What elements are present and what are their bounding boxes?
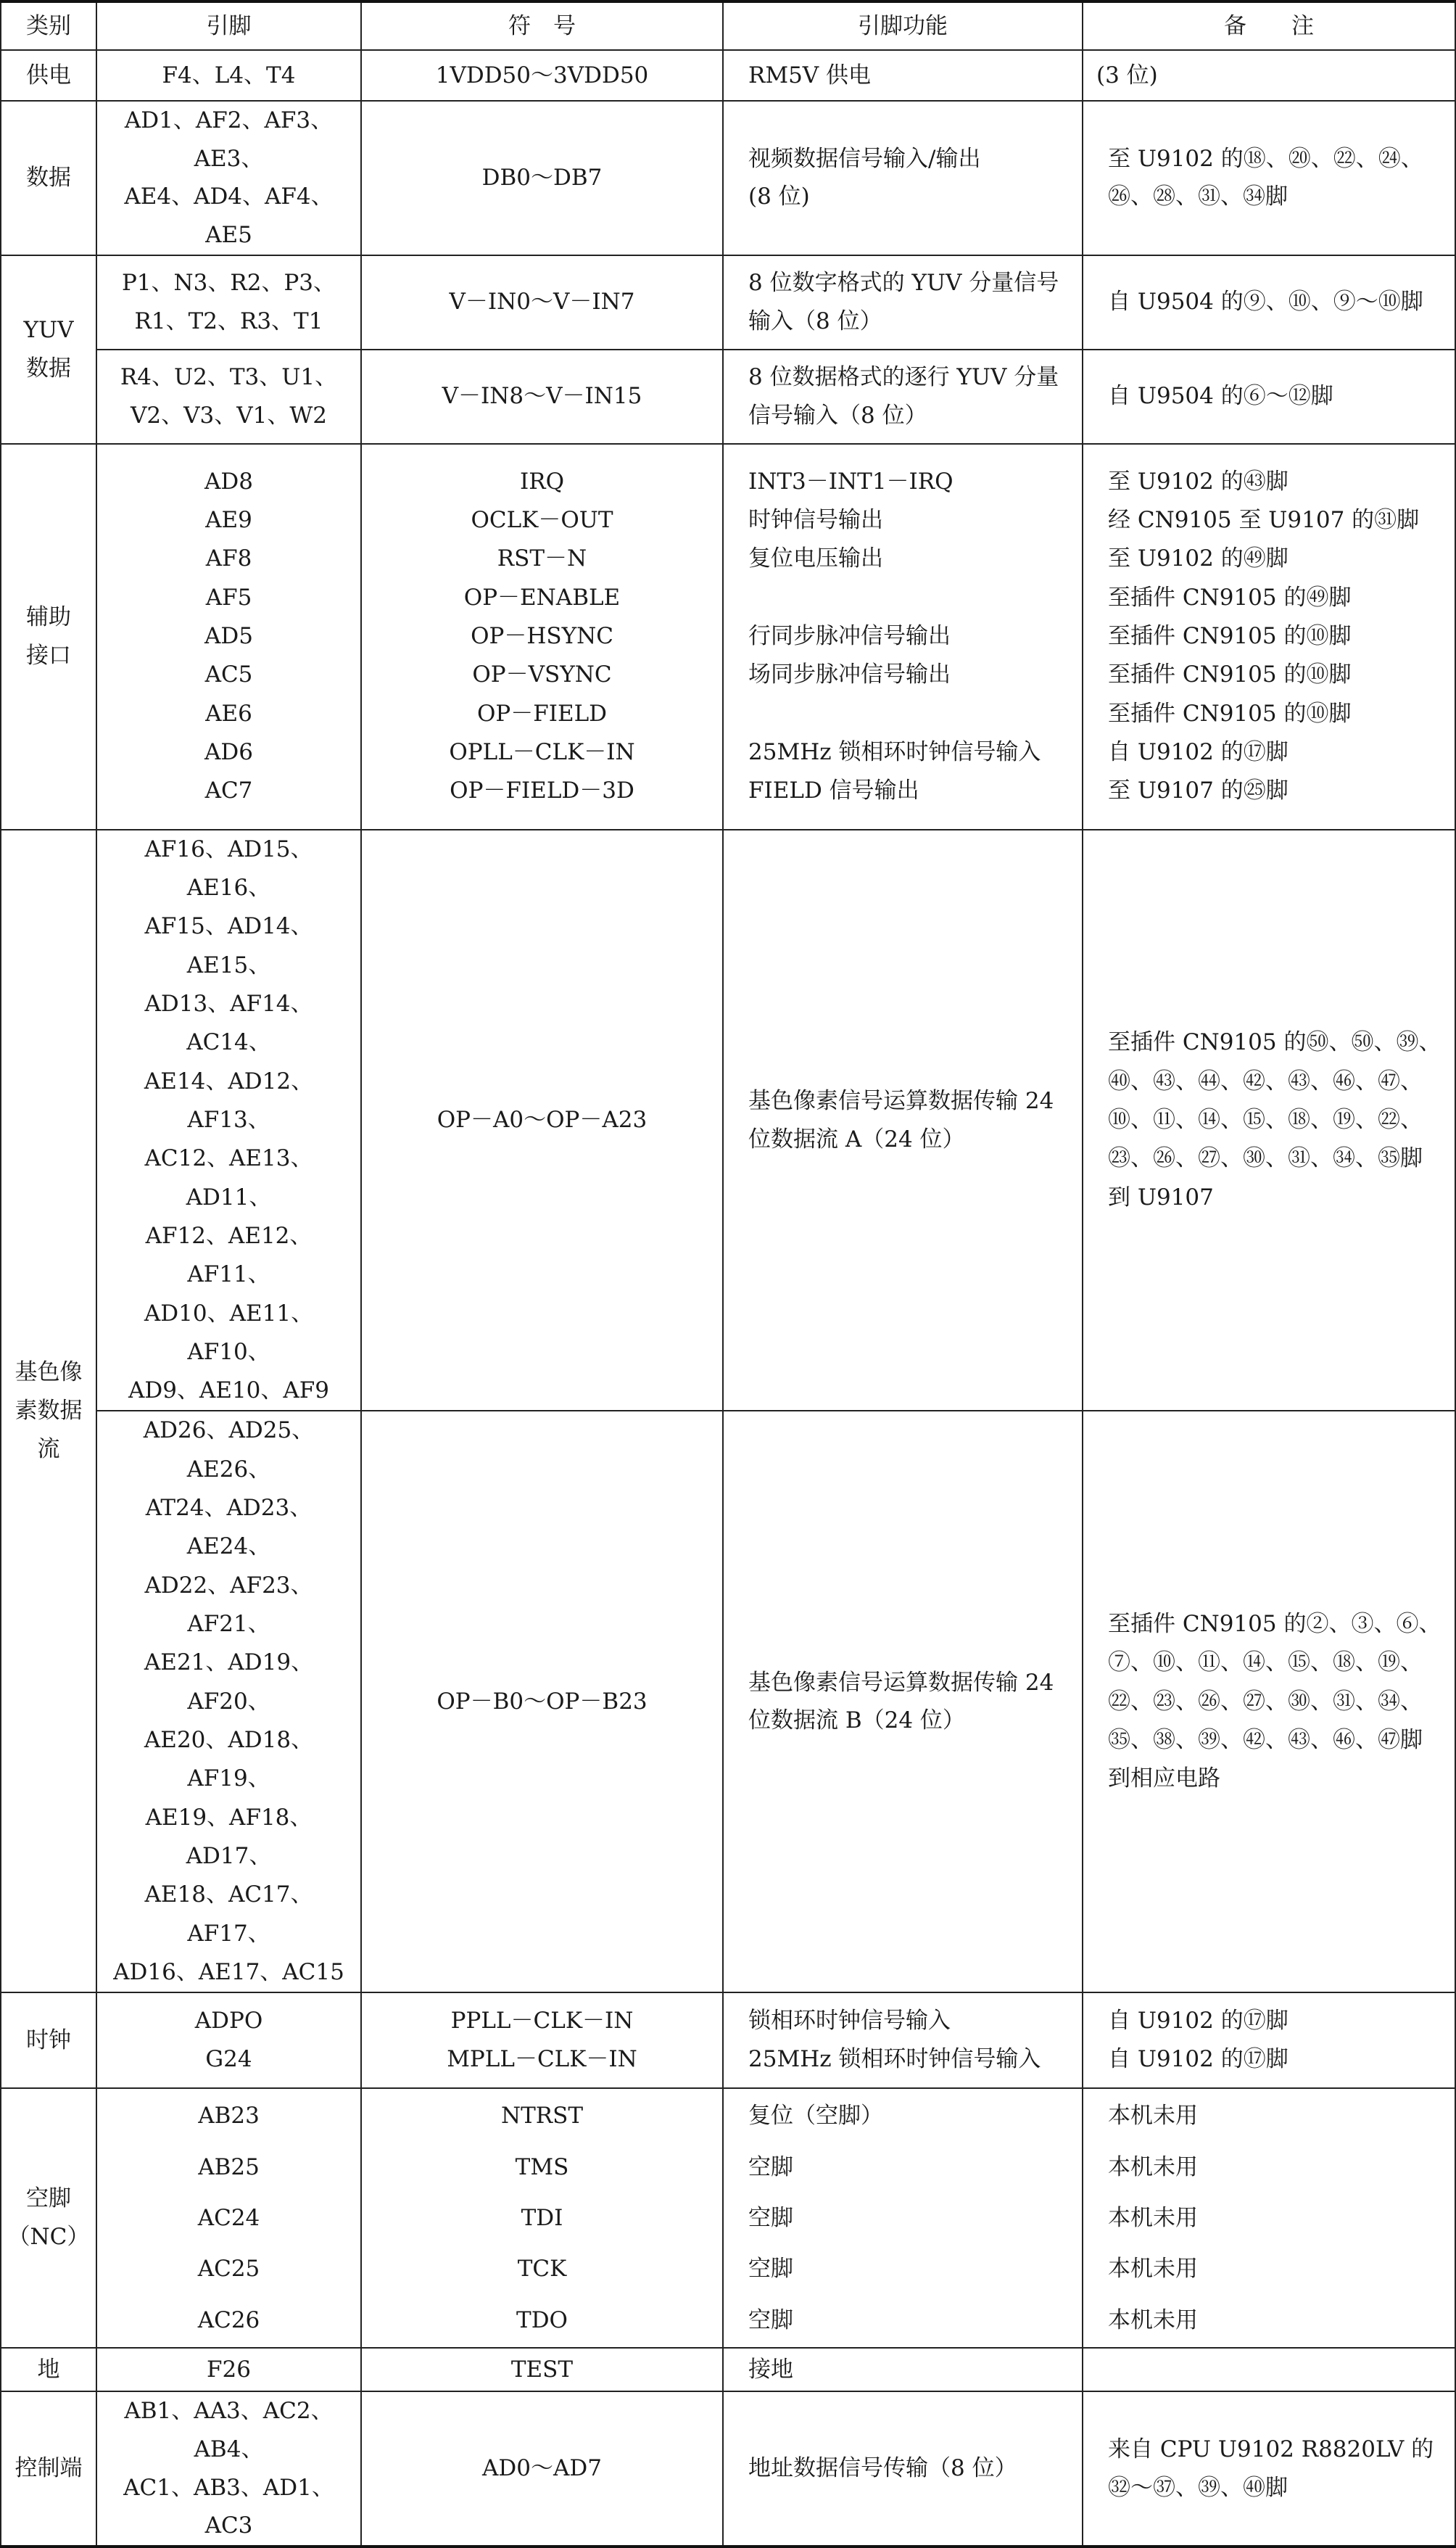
symbol-item: OP－HSYNC [471, 623, 613, 650]
function-cell: 基色像素信号运算数据传输 24 位数据流 A（24 位） [723, 830, 1083, 1411]
table-row-power [1, 50, 1455, 101]
table-row-pixel-b [1, 1411, 1455, 1992]
note-cell: 至 U9102 的⑱、⑳、㉒、㉔、 ㉖、㉘、㉛、㉞脚 [1083, 101, 1455, 255]
note-item: 自 U9102 的⑰脚 [1108, 2007, 1289, 2034]
header-category: 类别 [1, 1, 96, 50]
pin-item: AC5 [204, 661, 253, 688]
pin-item: AD5 [204, 623, 253, 650]
category-cell: 供电 [1, 50, 96, 101]
pins-cell [96, 2088, 361, 2348]
function-item: 25MHz 锁相环时钟信号输入 [748, 2046, 1041, 2073]
function-item: 空脚 [748, 2153, 793, 2180]
table-row-control [1, 2391, 1455, 2547]
function-item: 复位（空脚） [748, 2103, 883, 2129]
function-cell: 8 位数字格式的 YUV 分量信号输入（8 位） [723, 255, 1083, 350]
function-cell: 地址数据信号传输（8 位） [723, 2391, 1083, 2547]
function-cell [723, 444, 1083, 830]
function-cell: 视频数据信号输入/输出 (8 位) [723, 101, 1083, 255]
pins-cell: F26 [96, 2348, 361, 2391]
table-row-aux [1, 444, 1455, 830]
note-cell [1083, 2088, 1455, 2348]
note-cell: 至插件 CN9105 的㊿、㊿、㊴、㊵、㊸、㊹、㊷、㊸、㊻、㊼、⑩、⑪、⑭、⑮、⑱、⑲、㉒、㉓、㉖、㉗、㉚、㉛、㉞、㉟脚到 U9107 [1083, 830, 1455, 1411]
note-cell: 来自 CPU U9102 R8820LV 的㉜～㊲、㊴、㊵脚 [1083, 2391, 1455, 2547]
symbol-item: TDO [516, 2306, 568, 2333]
symbol-cell: V－IN8～V－IN15 [361, 350, 723, 444]
symbol-item: TDI [521, 2204, 563, 2231]
pins-cell: R4、U2、T3、U1、 V2、V3、V1、W2 [96, 350, 361, 444]
note-cell: 至插件 CN9105 的②、③、⑥、⑦、⑩、⑪、⑭、⑮、⑱、⑲、㉒、㉓、㉖、㉗、㉚、㉛、㉞、㉟、㊳、㊴、㊷、㊸、㊻、㊼脚到相应电路 [1083, 1411, 1455, 1992]
pins-cell: F4、L4、T4 [96, 50, 361, 101]
symbol-cell [361, 2088, 723, 2348]
symbol-item: NTRST [500, 2103, 584, 2129]
function-cell: RM5V 供电 [723, 50, 1083, 101]
function-item: 空脚 [748, 2256, 793, 2283]
pin-item: AE6 [205, 700, 252, 727]
function-item: 行同步脉冲信号输出 [748, 623, 951, 650]
note-cell [1083, 1992, 1455, 2088]
table-row-data [1, 101, 1455, 255]
note-item: 本机未用 [1108, 2306, 1198, 2333]
pins-cell: AD26、AD25、AE26、 AT24、AD23、AE24、 AD22、AF23、AF21、 AE21、AD19、AF20、 AE20、AD18、AF19、 AE19、AF18、AD17、 AE18、AC17、AF17、 AD16、AE17、AC15 [96, 1411, 361, 1992]
function-item: INT3－INT1－IRQ [748, 468, 954, 495]
note-item: 经 CN9105 至 U9107 的㉛脚 [1108, 507, 1420, 534]
symbol-item: PPLL－CLK－IN [450, 2007, 634, 2034]
symbol-item: OP－FIELD [476, 700, 608, 727]
pins-cell [96, 1992, 361, 2088]
category-cell: YUV 数据 [1, 255, 96, 444]
category-cell: 空脚 （NC） [1, 2088, 96, 2348]
pin-item: AC26 [197, 2306, 260, 2333]
note-item: 至 U9102 的㊾脚 [1108, 545, 1289, 572]
note-item: 自 U9102 的⑰脚 [1108, 2046, 1289, 2073]
pin-item: AE9 [205, 507, 252, 534]
table-row-clock [1, 1992, 1455, 2088]
note-cell [1083, 444, 1455, 830]
symbol-cell: OP－A0～OP－A23 [361, 830, 723, 1411]
note-cell: 自 U9504 的⑨、⑩、⑨～⑩脚 [1083, 255, 1455, 350]
pin-item: AB25 [198, 2153, 260, 2180]
note-item: 至 U9107 的㉕脚 [1108, 778, 1289, 804]
symbol-cell [361, 1992, 723, 2088]
function-cell [723, 2088, 1083, 2348]
note-item: 至插件 CN9105 的⑩脚 [1108, 661, 1352, 688]
function-item: 空脚 [748, 2306, 793, 2333]
header-symbol: 符 号 [361, 1, 723, 50]
function-cell: 基色像素信号运算数据传输 24 位数据流 B（24 位） [723, 1411, 1083, 1992]
function-item: 场同步脉冲信号输出 [748, 661, 951, 688]
pin-item: AC25 [197, 2256, 260, 2283]
function-item: 空脚 [748, 2204, 793, 2231]
function-item [748, 579, 1069, 617]
table-row-pixel-a [1, 830, 1455, 1411]
symbol-cell: V－IN0～V－IN7 [361, 255, 723, 350]
function-item: FIELD 信号输出 [748, 778, 919, 804]
symbol-cell: 1VDD50～3VDD50 [361, 50, 723, 101]
note-item: 至插件 CN9105 的⑩脚 [1108, 700, 1352, 727]
pin-item: AD8 [204, 468, 253, 495]
pins-cell: AF16、AD15、AE16、 AF15、AD14、AE15、 AD13、AF14、AC14、 AE14、AD12、AF13、 AC12、AE13、AD11、 AF12、AE12、AF11、 AD10、AE11、AF10、 AD9、AE10、AF9 [96, 830, 361, 1411]
category-cell: 基色像 素数据 流 [1, 830, 96, 1992]
function-cell: 接地 [723, 2348, 1083, 2391]
pin-item: G24 [205, 2046, 252, 2073]
symbol-item: RST－N [497, 545, 587, 572]
category-cell: 地 [1, 2348, 96, 2391]
pin-item: AF5 [205, 584, 252, 611]
symbol-item: OP－FIELD－3D [450, 778, 634, 804]
note-item: 至插件 CN9105 的⑩脚 [1108, 623, 1352, 650]
table-row-yuv-a [1, 255, 1455, 350]
table-row-nc [1, 2088, 1455, 2348]
note-item: 本机未用 [1108, 2204, 1198, 2231]
header-row [1, 1, 1455, 50]
function-cell [723, 1992, 1083, 2088]
note-cell: (3 位) [1083, 50, 1455, 101]
symbol-cell: OP－B0～OP－B23 [361, 1411, 723, 1992]
function-item: 时钟信号输出 [748, 507, 883, 534]
function-item [748, 695, 1069, 733]
note-cell [1083, 2348, 1455, 2391]
note-cell: 自 U9504 的⑥～⑫脚 [1083, 350, 1455, 444]
note-item: 本机未用 [1108, 2256, 1198, 2283]
symbol-item: TMS [515, 2153, 569, 2180]
note-item: 自 U9102 的⑰脚 [1108, 739, 1289, 766]
pin-item: AF8 [205, 545, 252, 572]
note-item: 至插件 CN9105 的㊾脚 [1108, 584, 1352, 611]
function-item: 锁相环时钟信号输入 [748, 2007, 951, 2034]
pin-item: ADPO [194, 2007, 263, 2034]
pin-item: AC24 [197, 2204, 260, 2231]
symbol-item: MPLL－CLK－IN [447, 2046, 637, 2073]
pins-cell: AD1、AF2、AF3、AE3、 AE4、AD4、AF4、AE5 [96, 101, 361, 255]
note-item: 本机未用 [1108, 2153, 1198, 2180]
pin-item: AC7 [204, 778, 253, 804]
symbol-cell [361, 444, 723, 830]
pins-cell [96, 444, 361, 830]
function-item: 25MHz 锁相环时钟信号输入 [748, 739, 1041, 766]
symbol-item: TCK [517, 2256, 567, 2283]
function-item: 复位电压输出 [748, 545, 883, 572]
pins-cell: P1、N3、R2、P3、 R1、T2、R3、T1 [96, 255, 361, 350]
category-cell: 时钟 [1, 1992, 96, 2088]
symbol-cell: TEST [361, 2348, 723, 2391]
table-row-yuv-b [1, 350, 1455, 444]
header-pins: 引脚 [96, 1, 361, 50]
symbol-item: OPLL－CLK－IN [449, 739, 635, 766]
symbol-item: IRQ [519, 468, 564, 495]
symbol-item: OCLK－OUT [471, 507, 613, 534]
note-item: 本机未用 [1108, 2103, 1198, 2129]
function-cell: 8 位数据格式的逐行 YUV 分量信号输入（8 位） [723, 350, 1083, 444]
symbol-cell: AD0～AD7 [361, 2391, 723, 2547]
pin-item: AD6 [204, 739, 253, 766]
header-function: 引脚功能 [723, 1, 1083, 50]
symbol-cell: DB0～DB7 [361, 101, 723, 255]
category-cell: 控制端 [1, 2391, 96, 2547]
table-row-ground [1, 2348, 1455, 2391]
header-note: 备 注 [1083, 1, 1455, 50]
note-item: 至 U9102 的㊸脚 [1108, 468, 1289, 495]
symbol-item: OP－VSYNC [472, 661, 612, 688]
category-cell: 数据 [1, 101, 96, 255]
pin-item: AB23 [198, 2103, 260, 2129]
pins-cell: AB1、AA3、AC2、AB4、 AC1、AB3、AD1、AC3 [96, 2391, 361, 2547]
category-cell: 辅助 接口 [1, 444, 96, 830]
symbol-item: OP－ENABLE [463, 584, 621, 611]
